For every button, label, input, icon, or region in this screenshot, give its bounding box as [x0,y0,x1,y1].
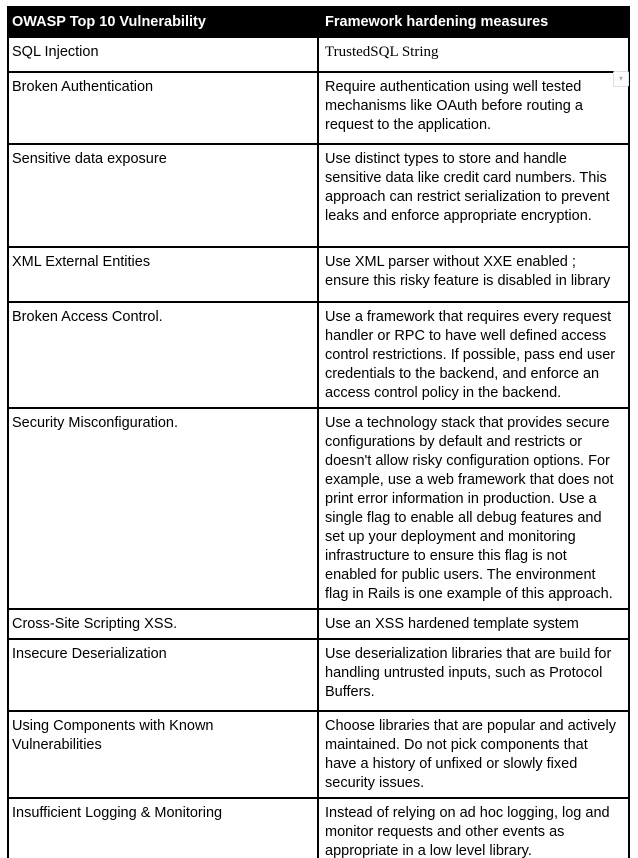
header-vulnerability-column: OWASP Top 10 Vulnerability [12,14,206,30]
measure-cell [317,610,628,638]
table-row [9,248,628,303]
table-row [9,303,628,409]
measure-text: Use XML parser without XXE enabled ; ensure this risky feature is disabled in library [325,254,611,289]
measure-text: Instead of relying on ad hoc logging, log and monitor requests and other events as appropriate in a low level library. [325,805,610,858]
owasp-hardening-table [7,6,630,858]
vulnerability-text: Broken Access Control. [12,309,163,325]
measure-cell [317,145,628,246]
measure-cell [317,799,628,858]
table-header-row [9,8,628,38]
vulnerability-cell [9,712,317,797]
table-body [9,38,628,858]
measure-text: TrustedSQL String [325,44,439,60]
table-row [9,38,628,73]
table-row [9,799,628,858]
measure-text: Use a framework that requires every request handler or RPC to have well defined access control restrictions. If possible, pass end user credentials to the backend, and enforce an access control policy in the backend. [325,309,616,401]
vulnerability-cell [9,799,317,858]
vulnerability-text: Security Misconfiguration. [12,415,179,431]
table-row [9,409,628,610]
vulnerability-cell [9,145,317,246]
chevron-down-icon: ▾ [618,74,623,83]
measure-text: build [559,646,591,662]
vulnerability-text: Broken Authentication [12,79,154,95]
vulnerability-text: Insufficient Logging & Monitoring [12,805,223,821]
vulnerability-text: Insecure Deserialization [12,646,167,662]
measure-text: for handling untrusted inputs, such as Protocol Buffers. [325,646,612,700]
vulnerability-cell [9,640,317,710]
measure-text: Use an XSS hardened template system [325,616,579,632]
header-measures-column: Framework hardening measures [317,8,628,36]
vulnerability-cell [9,303,317,407]
measure-text: Require authentication using well tested mechanisms like OAuth before routing a request to the application. [325,79,583,133]
vulnerability-cell [9,409,317,608]
vulnerability-text: XML External Entities [12,254,151,270]
measure-cell [317,640,628,710]
measure-cell [317,712,628,797]
table-row [9,712,628,799]
measure-text: Use deserialization libraries that are [325,646,560,662]
vulnerability-cell [9,73,317,143]
collapsed-comment-icon[interactable] [613,71,629,87]
table-row [9,73,628,145]
measure-text: Use a technology stack that provides secure configurations by default and restricts or doesn't allow risky configuration options. For example, use a web framework that does not print error information in production. Use a single flag to enable all debug features and set up your deployment and monitoring infrastructure to ensure this flag is not enabled for public users. The environment flag in Rails is one example of this approach. [325,415,614,602]
table-row [9,610,628,640]
measure-cell [317,38,628,71]
measure-cell [317,409,628,608]
measure-text: Use distinct types to store and handle sensitive data like credit card numbers. This approach can restrict serialization to prevent leaks and enforce appropriate encryption. [325,151,610,224]
measure-cell [317,248,628,301]
vulnerability-cell [9,248,317,301]
measure-cell [317,73,628,143]
table-row [9,640,628,712]
vulnerability-text: SQL Injection [12,44,99,60]
vulnerability-cell [9,38,317,71]
measure-text: Choose libraries that are popular and actively maintained. Do not pick components that have a history of unfixed or slowly fixed security issues. [325,718,616,791]
measure-cell [317,303,628,407]
vulnerability-text: Sensitive data exposure [12,151,167,167]
vulnerability-text: Cross-Site Scripting XSS. [12,616,178,632]
table-row [9,145,628,248]
vulnerability-text: Using Components with Known Vulnerabilities [12,718,214,753]
vulnerability-cell [9,610,317,638]
